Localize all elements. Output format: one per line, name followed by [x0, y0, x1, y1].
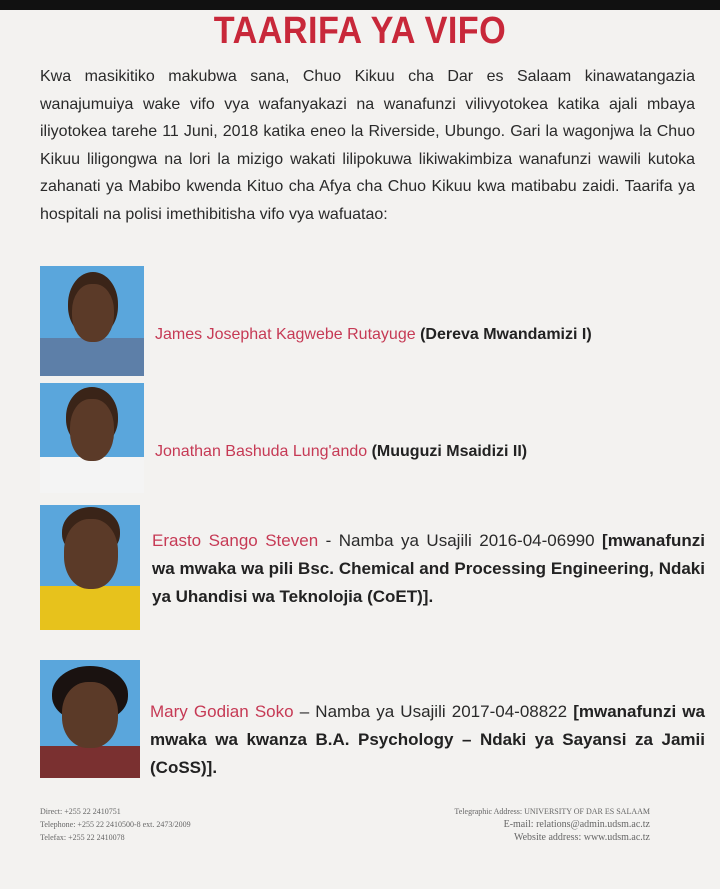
footer-contact-right: [385, 805, 650, 844]
person-entry-4: [40, 660, 705, 778]
person-info: [155, 438, 705, 466]
footer-website: Website address: www.udsm.ac.tz: [513, 832, 650, 843]
registration-number: Namba ya Usajili 2017-04-08822: [315, 702, 568, 721]
footer-direct: Direct: +255 22 2410751: [40, 807, 121, 816]
footer-email: E-mail: relations@admin.udsm.ac.tz: [503, 819, 650, 830]
person-role: (Dereva Mwandamizi I): [420, 326, 592, 343]
person-detail: [mwanafunzi wa mwaka wa kwanza B.A. Psychology – Ndaki ya Sayansi za Jamii (CoSS)].: [150, 702, 705, 777]
person-photo: [40, 383, 144, 493]
footer-contact-left: [40, 805, 191, 844]
top-bar: [0, 0, 720, 10]
person-photo: [40, 505, 140, 630]
person-photo: [40, 266, 144, 376]
person-role: (Muuguzi Msaidizi II): [371, 443, 528, 460]
person-name: Erasto Sango Steven: [152, 531, 319, 550]
intro-paragraph: Kwa masikitiko makubwa sana, Chuo Kikuu cha Dar es Salaam kinawatangazia wanajumuiya wake vifo vya wafanyakazi na wanafunzi vilivyotokea katika ajali mbaya iliyotokea tarehe 11 Juni, 2018 katika eneo la Riverside, Ubungo. Gari la wagonjwa la Chuo Kikuu liligongwa na lori la mizigo wakati lilipokuwa likiwakimbiza wanafunzi wawili kutoka zahanati ya Mabibo kwenda Kituo cha Afya cha Chuo Kikuu kwa matibabu zaidi. Taarifa ya hospitali na polisi imethibitisha vifo vya wafuatao:: [40, 68, 695, 223]
person-entry-2: [40, 383, 705, 493]
person-name: Jonathan Bashuda Lung'ando: [155, 443, 368, 460]
person-info: [150, 698, 705, 782]
person-info: [152, 527, 705, 611]
photo-shirt: [40, 746, 140, 778]
footer-telephone: Telephone: +255 22 2410500-8 ext. 2473/2009: [40, 820, 191, 829]
footer-telegraphic: Telegraphic Address: UNIVERSITY OF DAR ES SALAAM: [454, 807, 650, 816]
person-entry-3: [40, 505, 705, 630]
person-name: Mary Godian Soko: [150, 702, 294, 721]
person-info: [155, 321, 705, 349]
name-separator: -: [318, 531, 339, 550]
photo-shirt: [40, 457, 144, 493]
photo-shirt: [40, 338, 144, 376]
person-name: James Josephat Kagwebe Rutayuge: [155, 326, 416, 343]
name-separator: –: [293, 702, 316, 721]
footer-telefax: Telefax: +255 22 2410078: [40, 833, 125, 842]
person-photo: [40, 660, 140, 778]
person-detail: [mwanafunzi wa mwaka wa pili Bsc. Chemical and Processing Engineering, Ndaki ya Uhandisi wa Teknolojia (CoET)].: [152, 531, 705, 606]
page-title: TAARIFA YA VIFO: [213, 10, 507, 52]
person-entry-1: [40, 266, 705, 376]
photo-shirt: [40, 586, 140, 630]
registration-number: Namba ya Usajili 2016-04-06990: [338, 531, 595, 550]
